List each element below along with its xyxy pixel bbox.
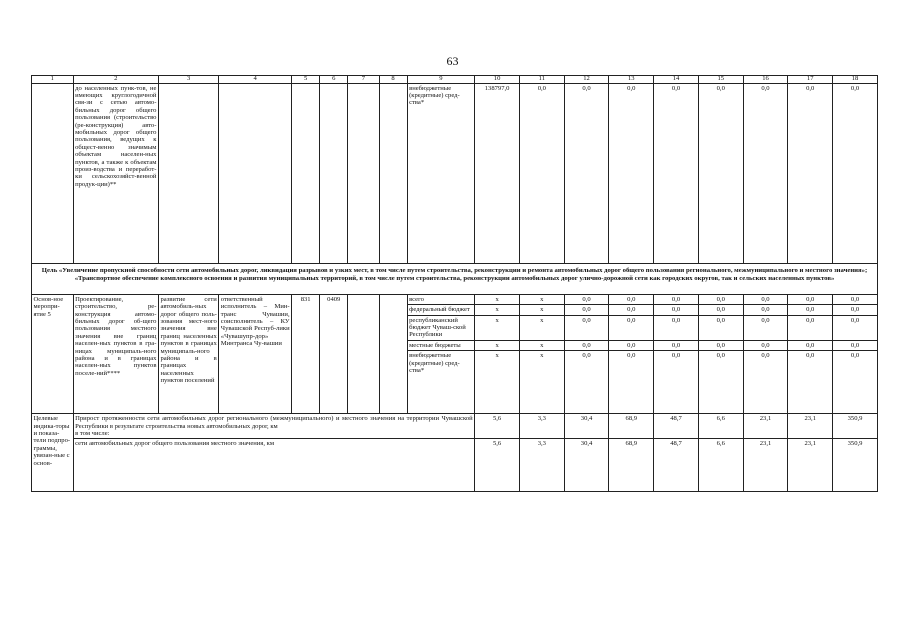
value-cell: 0,0 [833, 83, 878, 263]
col-header: 6 [320, 76, 348, 84]
col-header: 7 [348, 76, 379, 84]
col-header: 10 [475, 76, 520, 84]
value-cell: 0,0 [609, 83, 654, 263]
value-cell: 0,0 [564, 340, 609, 350]
value-cell: 3,3 [519, 439, 564, 492]
measure-executor: ответственный исполнитель – Мин-транс Чувашии, соисполнитель – КУ Чувашской Респуб-лики «Чувашупр-дор» Минтранса Чу-вашии [219, 294, 292, 413]
funding-source: местные бюджеты [407, 340, 475, 350]
col-header: 11 [519, 76, 564, 84]
value-cell: 23,1 [743, 439, 788, 492]
indicator-row [32, 414, 878, 439]
col-header: 8 [379, 76, 407, 84]
value-cell: х [475, 294, 520, 304]
value-cell: х [519, 294, 564, 304]
value-cell: 0,0 [609, 305, 654, 315]
value-cell: 6,6 [698, 414, 743, 439]
value-cell: 0,0 [788, 83, 833, 263]
value-cell: 0,0 [654, 305, 699, 315]
value-cell: 23,1 [788, 414, 833, 439]
value-cell: 0,0 [788, 305, 833, 315]
value-cell: х [475, 351, 520, 414]
value-cell: х [475, 340, 520, 350]
funding-source: республиканский бюджет Чуваш-ской Республики [407, 315, 475, 340]
table-cell [379, 294, 407, 413]
value-cell: 0,0 [743, 340, 788, 350]
value-cell: 0,0 [833, 294, 878, 304]
page-number: 63 [446, 54, 459, 68]
measure-label: Основ-ное меропри-ятие 5 [32, 294, 74, 413]
value-cell: 0,0 [743, 315, 788, 340]
value-cell: х [475, 315, 520, 340]
value-cell: 48,7 [654, 414, 699, 439]
value-cell: 0,0 [698, 340, 743, 350]
value-cell: 0,0 [788, 315, 833, 340]
col-header: 17 [788, 76, 833, 84]
table-cell [219, 83, 292, 263]
value-cell: 0,0 [654, 351, 699, 414]
value-cell: 5,6 [475, 414, 520, 439]
value-cell: 0,0 [564, 305, 609, 315]
table-cell [292, 83, 320, 263]
col-header: 13 [609, 76, 654, 84]
value-cell: 0,0 [698, 294, 743, 304]
value-cell: 138797,0 [475, 83, 520, 263]
column-number-row [32, 76, 878, 84]
value-cell: х [475, 305, 520, 315]
value-cell: 68,9 [609, 414, 654, 439]
value-cell: 0,0 [654, 83, 699, 263]
value-cell: 0,0 [833, 315, 878, 340]
value-cell: 23,1 [743, 414, 788, 439]
value-cell: 0,0 [743, 294, 788, 304]
value-cell: 0,0 [743, 305, 788, 315]
measure-goal: развитие сети автомобиль-ных дорог общего поль-зования мест-ного значения вне границ населенных пунктов в границах муниципаль-ного района и в границах населенных пунктов поселений [158, 294, 218, 413]
value-cell: 0,0 [698, 351, 743, 414]
value-cell: 68,9 [609, 439, 654, 492]
col-header: 5 [292, 76, 320, 84]
value-cell: 0,0 [609, 315, 654, 340]
value-cell: 3,3 [519, 414, 564, 439]
value-cell: 0,0 [698, 83, 743, 263]
value-cell: 6,6 [698, 439, 743, 492]
indicator-text [73, 414, 475, 439]
indicator-subhead: в том числе: [75, 429, 110, 437]
indicator-name: Прирост протяженности сети автомобильных дорог регионального (межмуниципального) и местного значения на территории Чувашской Республики в результате строительства новых автомобильных дорог, км [75, 415, 473, 430]
col-header: 15 [698, 76, 743, 84]
funding-source: всего [407, 294, 475, 304]
value-cell: 350,9 [833, 439, 878, 492]
value-cell: 0,0 [564, 294, 609, 304]
value-cell: 0,0 [564, 351, 609, 414]
table-cell [379, 83, 407, 263]
indicators-label: Целевые индика-торы и показа-тели подпро-граммы, увязан-ные с основ- [32, 414, 74, 492]
indicator-name: сети автомобильных дорог общего пользования местного значения, км [73, 439, 475, 492]
value-cell: 0,0 [698, 305, 743, 315]
value-cell: 0,0 [609, 351, 654, 414]
col-header: 16 [743, 76, 788, 84]
funding-source: внебюджетные (кредитные) сред-ства* [407, 351, 475, 414]
value-cell: 23,1 [788, 439, 833, 492]
value-cell: х [519, 351, 564, 414]
value-cell: 0,0 [519, 83, 564, 263]
col-header: 9 [407, 76, 475, 84]
goal-row [32, 263, 878, 294]
col-header: 4 [219, 76, 292, 84]
value-cell: 350,9 [833, 414, 878, 439]
value-cell: х [519, 315, 564, 340]
col-header: 1 [32, 76, 74, 84]
col-header: 2 [73, 76, 158, 84]
value-cell: 0,0 [788, 340, 833, 350]
value-cell: х [519, 305, 564, 315]
col-header: 12 [564, 76, 609, 84]
funding-source: внебюджетные (кредитные) сред-ства* [407, 83, 475, 263]
value-cell: 0,0 [833, 351, 878, 414]
value-cell: 0,0 [609, 340, 654, 350]
funding-source: федеральный бюджет [407, 305, 475, 315]
goal-text: Цель «Увеличение пропускной способности сети автомобильных дорог, ликвидация разрывов и узких мест, в том числе путем строительства, реконструкции и ремонта автомобильных дорог общего пользования регионального, межмуниципального и местного значения»; «Транспортное обеспечение комплексного освоения и развития муниципальных территорий, в том числе путем строительства, реконструкции автомобильных дорог улично-дорожной сети как городских округов, так и сельских населенных пунктов» [32, 263, 878, 294]
value-cell: 48,7 [654, 439, 699, 492]
value-cell: 30,4 [564, 439, 609, 492]
table-cell [32, 83, 74, 263]
table-cell [320, 83, 348, 263]
value-cell: 0,0 [564, 83, 609, 263]
value-cell: 0,0 [833, 305, 878, 315]
value-cell: 0,0 [654, 294, 699, 304]
table-cell [348, 294, 379, 413]
table-cell [348, 83, 379, 263]
value-cell: 0,0 [743, 351, 788, 414]
value-cell: 5,6 [475, 439, 520, 492]
value-cell: х [519, 340, 564, 350]
value-cell: 30,4 [564, 414, 609, 439]
measure-row [32, 294, 878, 304]
value-cell: 0,0 [788, 351, 833, 414]
value-cell: 0,0 [654, 315, 699, 340]
value-cell: 0,0 [698, 315, 743, 340]
value-cell: 0,0 [743, 83, 788, 263]
table-cell: до населенных пунк-тов, не имеющих круглогодичной свя-зи с сетью автомо-бильных дорог общего пользования (строительство (ре-конструкция) авто-мобильных дорог общего пользования, ведущих к общест-венно значимым объектам населен-ных пунктов, а также к объектам произ-водства и переработ-ки сельскохозяйст-венной продук-ции)** [73, 83, 158, 263]
value-cell: 0,0 [654, 340, 699, 350]
value-cell: 0,0 [833, 340, 878, 350]
value-cell: 0,0 [609, 294, 654, 304]
continuation-row [32, 83, 878, 263]
value-cell: 0,0 [564, 315, 609, 340]
measure-grbs: 831 [292, 294, 320, 413]
measure-section: 0409 [320, 294, 348, 413]
col-header: 18 [833, 76, 878, 84]
col-header: 3 [158, 76, 218, 84]
measure-title: Проектирование, строительство, ре-конструкция автомо-бильных дорог об-щего пользования местного значения вне границ населен-ных пунктов в гра-ницах муниципаль-ного района и в границах населен-ных пунктов поселе-ний**** [73, 294, 158, 413]
col-header: 14 [654, 76, 699, 84]
table-cell [158, 83, 218, 263]
budget-table [31, 75, 878, 492]
indicator-row [32, 439, 878, 492]
value-cell: 0,0 [788, 294, 833, 304]
